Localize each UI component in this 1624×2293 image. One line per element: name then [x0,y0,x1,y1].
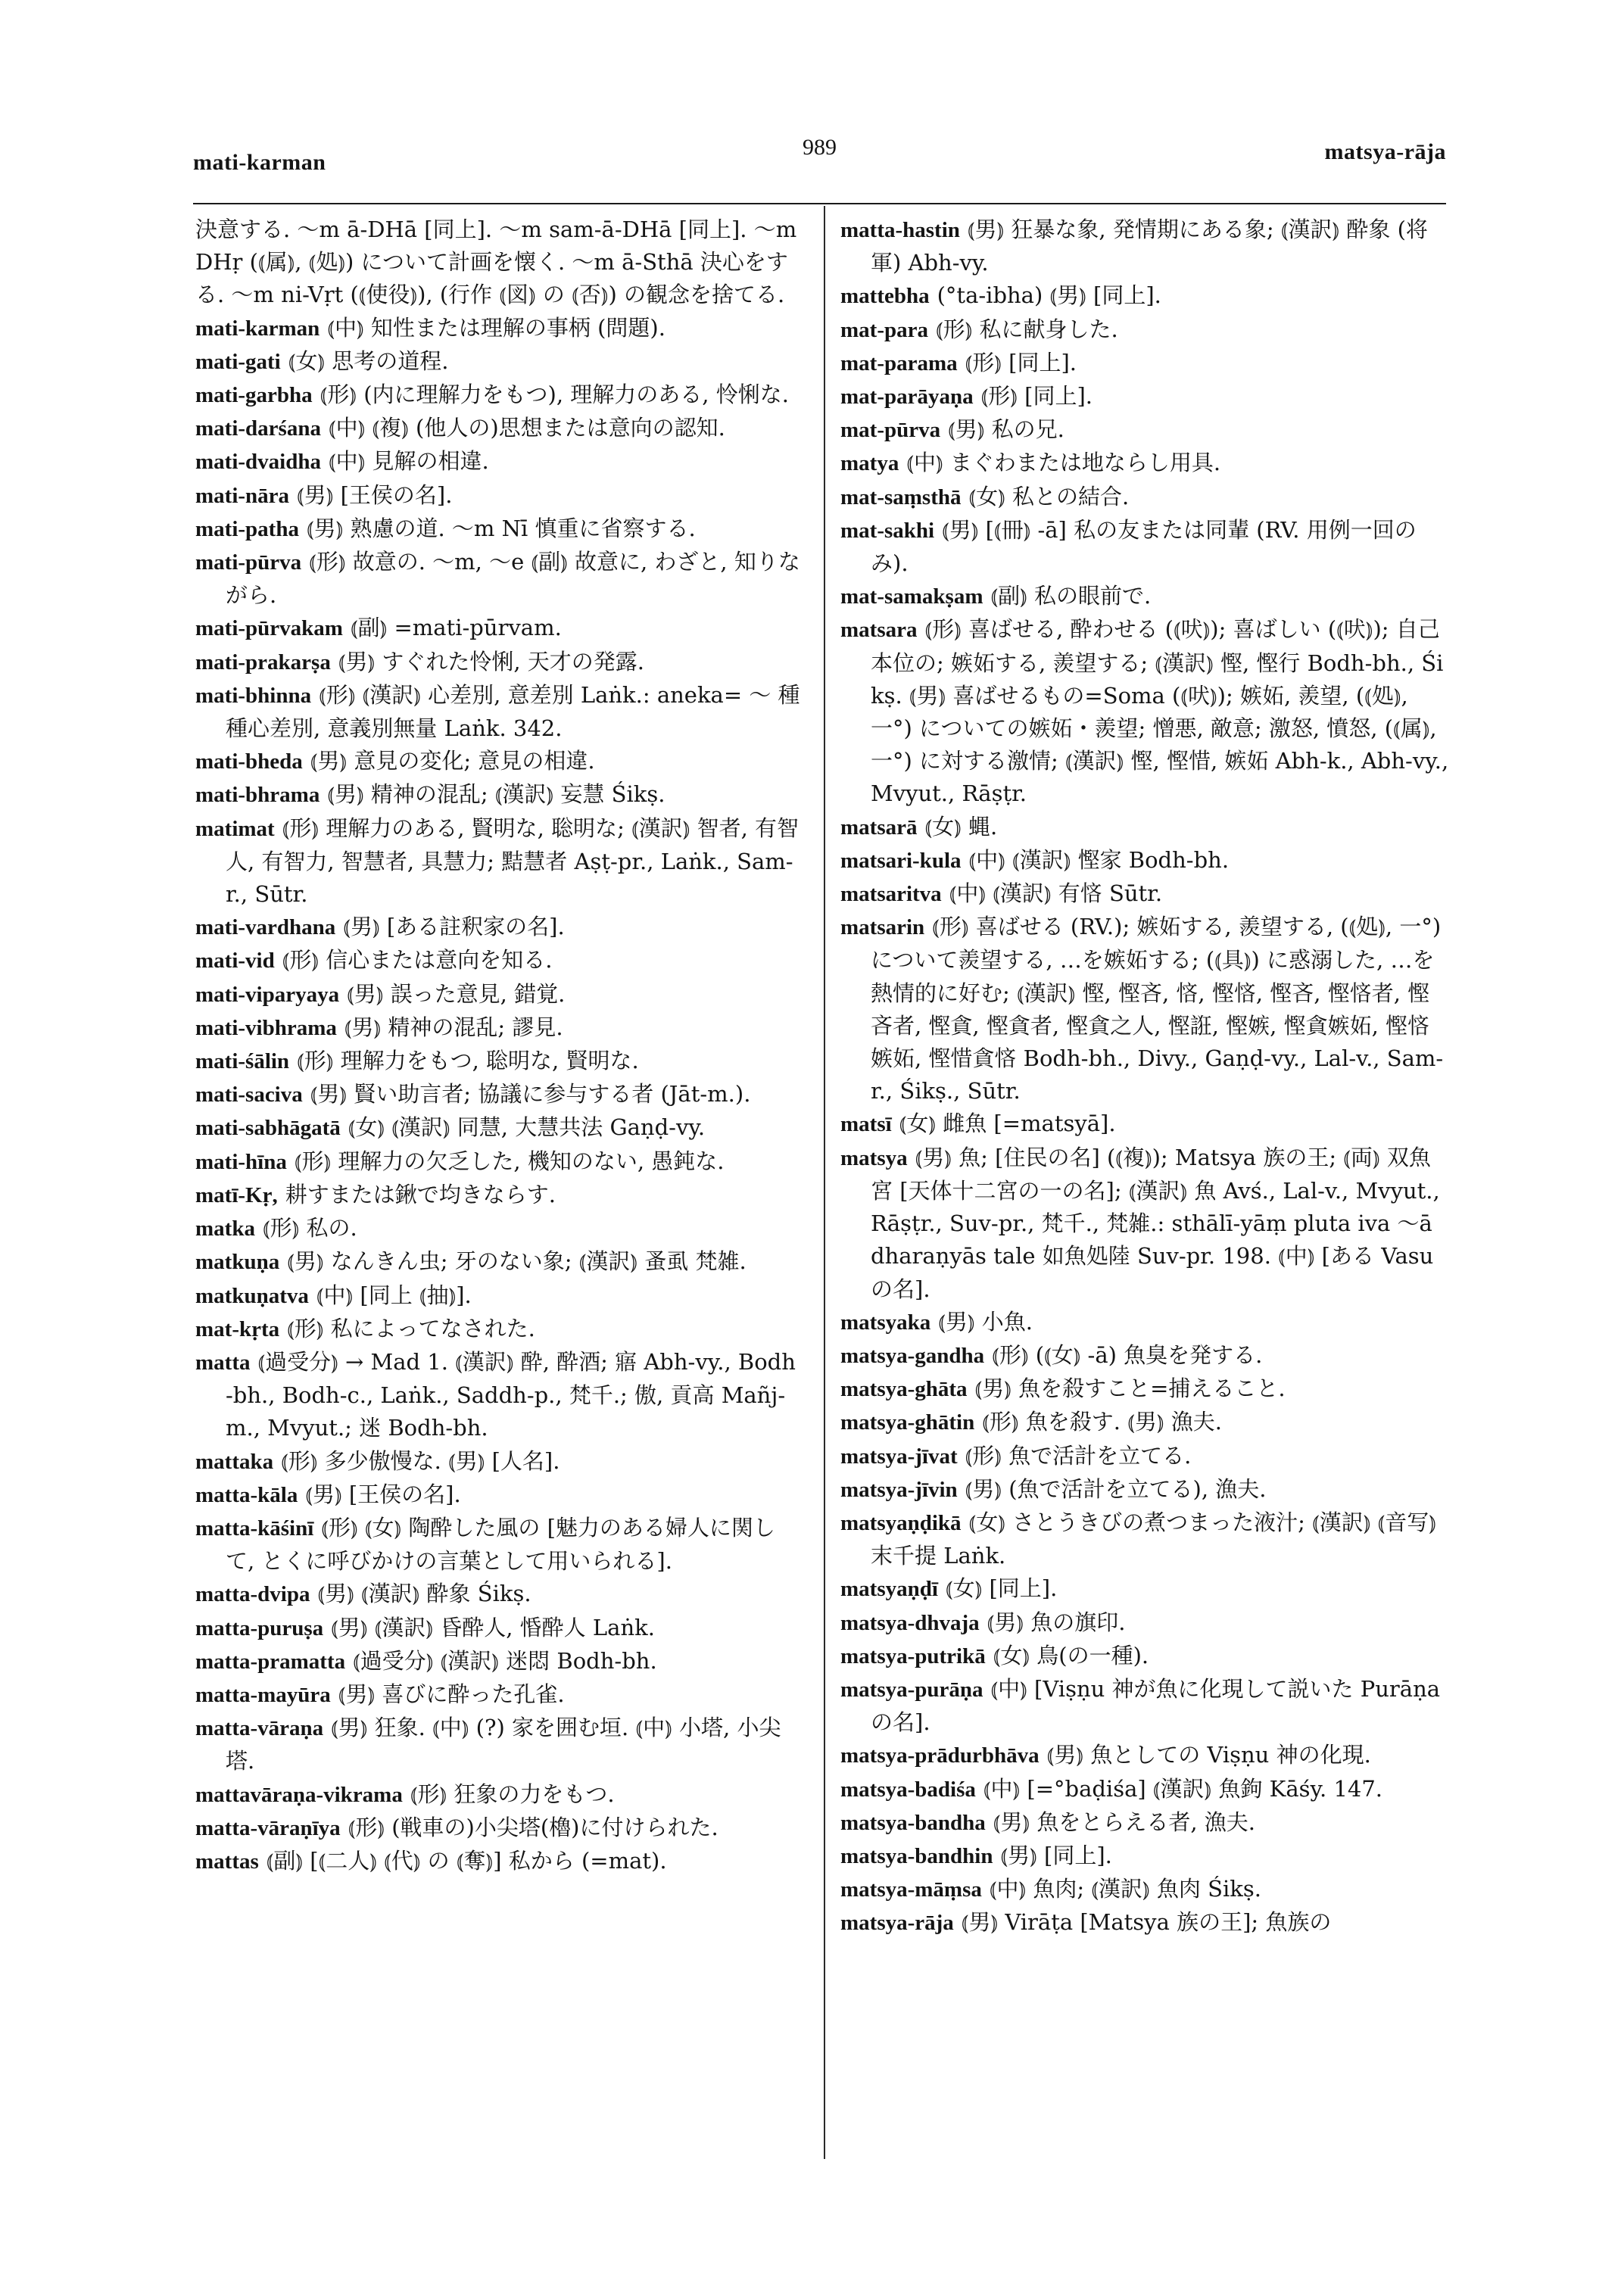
entry-definition: ⦅形⦆ 私に献身した. [935,316,1118,342]
entry-headword: matsyaṇḍikā [840,1510,962,1535]
entry-headword: matta-mayūra [195,1682,331,1707]
dictionary-entry [195,1645,801,1678]
dictionary-entry [840,447,1450,480]
entry-headword: matsya-ghātin [840,1410,975,1435]
entry-definition: ⦅女⦆ さとうきびの煮つまった液汁; ⦅漢訳⦆ ⦅音写⦆ 末千提 Laṅk. [871,1509,1436,1569]
entry-definition: ⦅男⦆ [同上]. [1000,1842,1112,1868]
entry-definition: ⦅男⦆ ⦅漢訳⦆ 昏酔人, 惛酔人 Laṅk. [331,1614,655,1640]
entry-headword: matsī [840,1112,892,1137]
entry-definition: ⦅中⦆ [=°baḍiśa] ⦅漢訳⦆ 魚鉤 Kāśy. 147. [983,1775,1383,1802]
dictionary-entry [195,1279,801,1313]
dictionary-entry [195,1313,801,1346]
entry-headword: mat-para [840,317,928,342]
dictionary-entry [195,379,801,412]
entry-definition: ⦅形⦆ (戦車の)小尖塔(櫓)に付けられた. [348,1814,718,1840]
dictionary-entry [195,1111,801,1145]
entry-definition: ⦅男⦆ 魚; [住民の名] (⦅複⦆); Matsya 族の王; ⦅両⦆ 双魚宮 [天体十二宮の一の名]; ⦅漢訳⦆ 魚 Avś., Lal-v., Mvyut., Rāṣṭr., Suv-pr., 梵千., 梵雑.: sthālī-yāṃ pluta iva ～ā dharaṇyās tale 如魚処陸 Suv-pr. 198. ⦅中⦆ [ある Vasu の名]. [871,1144,1440,1302]
entry-definition: ⦅中⦆ [同上 ⦅抽⦆]. [316,1282,472,1308]
entry-headword: matimat [195,816,275,841]
entry-headword: matsarā [840,815,918,840]
dictionary-entry [195,1011,801,1045]
entry-definition: ⦅形⦆ (⦅女⦆ -ā) 魚臭を発する. [992,1341,1263,1368]
entry-headword: mati-vid [195,949,275,974]
entry-headword: matta-dvipa [195,1582,310,1607]
dictionary-entry [195,778,801,812]
entry-definition: ⦅男⦆ すぐれた怜悧, 天才の発露. [338,648,645,675]
dictionary-entry [195,679,801,745]
dictionary-entry [840,481,1450,514]
entry-headword: matsya-gandha [840,1343,985,1368]
entry-headword: matsyaṇḍī [840,1577,938,1602]
dictionary-entry [195,1845,801,1878]
entry-definition: ⦅男⦆ [王侯の名]. [305,1481,461,1507]
entry-definition: ⦅女⦆ 思考の道程. [288,347,449,374]
dictionary-entry [195,1578,801,1611]
entry-headword: matsya-bandhin [840,1843,993,1868]
dictionary-entry [195,1346,801,1445]
dictionary-entry [840,1840,1450,1873]
entry-headword: matsya-prādurbhāva [840,1743,1040,1768]
entry-headword: matsya-jīvin [840,1477,958,1502]
entry-headword: matī-Kṛ, [195,1182,278,1207]
entry-headword: matsya-māṃsa [840,1877,982,1902]
entry-definition: ⦅男⦆ [⦅冊⦆ -ā] 私の友または同輩 (RV. 用例一回のみ). [871,516,1417,577]
dictionary-entry [840,811,1450,844]
entry-definition: ⦅形⦆ 多少傲慢な. ⦅男⦆ [人名]. [281,1447,560,1474]
entry-headword: matta [195,1350,251,1375]
entry-definition: ⦅形⦆ [同上]. [965,349,1077,375]
entry-headword: matya [840,451,899,476]
dictionary-entry [840,1473,1450,1506]
entry-definition: ⦅中⦆ 知性または理解の事柄 (問題). [327,314,665,341]
dictionary-entry [195,1145,801,1179]
dictionary-entry [195,911,801,944]
dictionary-entry [840,313,1450,347]
entry-definition: ⦅中⦆ 見解の相違. [328,448,489,475]
dictionary-entry [195,1612,801,1645]
entry-definition: ⦅男⦆ (魚で活計を立てる), 漁夫. [965,1475,1267,1502]
entry-headword: mati-vardhana [195,915,336,940]
entry-definition: ⦅副⦆ [⦅二人⦆ ⦅代⦆ の ⦅奪⦆] 私から (=mat). [266,1847,667,1874]
entry-definition: ⦅男⦆ なんきん虫; 牙のない象; ⦅漢訳⦆ 蚤虱 梵雑. [287,1248,747,1275]
entry-definition: ⦅形⦆ 魚を殺す. ⦅男⦆ 漁夫. [982,1409,1222,1435]
entry-definition: (°ta-ibha) ⦅男⦆ [同上]. [937,282,1161,309]
entry-headword: mati-pūrvakam [195,616,343,641]
entry-definition: ⦅副⦆ =mati-pūrvam. [350,615,562,641]
entry-definition: ⦅形⦆ 喜ばせる, 酔わせる (⦅吠⦆); 喜ばしい (⦅吠⦆); 自己本位の; 嫉妬する, 羨望する; ⦅漢訳⦆ 慳, 慳行 Bodh-bh., Śikṣ. ⦅男⦆ 喜ばせるもの=Soma (⦅吠⦆); 嫉妬, 羨望, (⦅処⦆, 一°) についての嫉妬・羨望; 憎悪, 敵意; 激怒, 憤怒, (⦅属⦆, 一°) に対する激情; ⦅漢訳⦆ 慳, 慳惜, 嫉妬 Abh-k., Abh-vy., Mvyut., Rāṣṭr. [871,616,1449,807]
dictionary-entry [840,1572,1450,1606]
dictionary-entry [195,1712,801,1777]
dictionary-entry [840,380,1450,413]
dictionary-entry [195,312,801,345]
entry-headword: mati-darśana [195,416,321,441]
dictionary-entry [840,1440,1450,1473]
entry-headword: mati-śālin [195,1049,290,1074]
entry-headword: mattaka [195,1449,274,1474]
entry-headword: mat-sakhi [840,518,935,543]
entry-definition: ⦅男⦆ Virāṭa [Matsya 族の王]; 魚族の [961,1909,1332,1936]
dictionary-entry [840,1339,1450,1372]
dictionary-entry [840,413,1450,447]
dictionary-entry [195,1512,801,1578]
entry-definition: ⦅男⦆ 熟慮の道. ～m Nī 慎重に省察する. [306,515,696,541]
entry-definition: ⦅女⦆ 私との結合. [968,483,1130,509]
entry-headword: matsya-dhvaja [840,1610,980,1635]
entry-definition: ⦅男⦆ 魚を殺すこと=捕えること. [974,1375,1286,1402]
dictionary-entry [840,613,1450,810]
entry-headword: matsya-putrikā [840,1643,986,1668]
entry-definition: ⦅男⦆ 狂暴な象, 発情期にある象; ⦅漢訳⦆ 酔象 (将軍) Abh-vy. [871,217,1428,276]
entry-headword: matsya-rāja [840,1911,954,1936]
entry-definition: ⦅副⦆ 私の眼前で. [990,583,1152,609]
dictionary-entry [840,514,1450,580]
entry-headword: matsya-badiśa [840,1777,976,1802]
entry-definition: ⦅男⦆ 狂象. ⦅中⦆ (?) 家を囲む垣. ⦅中⦆ 小塔, 小尖塔. [226,1715,781,1774]
entry-definition: ⦅形⦆ (内に理解力をもつ), 理解力のある, 怜悧な. [320,382,789,408]
entry-headword: matta-pramatta [195,1649,346,1674]
dictionary-entry [840,1406,1450,1439]
dictionary-entry [195,445,801,478]
entry-definition: ⦅男⦆ 私の兄. [948,416,1064,443]
dictionary-entry [195,1245,801,1279]
dictionary-entry [840,1306,1450,1339]
entry-headword: mattas [195,1849,259,1874]
entry-definition: ⦅女⦆ ⦅漢訳⦆ 同慧, 大慧共法 Gaṇḍ-vy. [348,1114,706,1141]
dictionary-entry [840,1673,1450,1739]
entry-definition: ⦅男⦆ 小魚. [938,1308,1033,1335]
entry-definition: ⦅中⦆ [Viṣṇu 神が魚に化現して説いた Purāṇa の名]. [871,1675,1441,1736]
entry-definition: ⦅男⦆ 賢い助言者; 協議に参与する者 (Jāt-m.). [310,1081,751,1108]
dictionary-entry [195,1179,801,1212]
entry-definition: ⦅過受分⦆ ⦅漢訳⦆ 迷悶 Bodh-bh. [353,1647,657,1674]
entry-headword: matkuṇatva [195,1283,309,1308]
entry-headword: mati-karman [195,316,320,341]
entry-definition: ⦅形⦆ 狂象の力をもつ. [410,1781,615,1807]
entry-headword: matta-vāraṇīya [195,1815,341,1840]
entry-definition: ⦅男⦆ 喜びに酔った孔雀. [338,1681,565,1707]
entry-headword: mati-garbha [195,383,313,408]
entry-definition: ⦅男⦆ 誤った意見, 錯覚. [347,980,566,1007]
entry-definition: ⦅形⦆ 故意の. ～m, ～e ⦅副⦆ 故意に, わざと, 知りながら. [226,549,800,609]
entry-definition: ⦅形⦆ 私によってなされた. [287,1315,535,1341]
entry-headword: matsara [840,618,918,643]
entry-definition: 決意する. ～m ā-DHā [同上]. ～m sam-ā-DHā [同上]. ～m DHṛ (⦅属⦆, ⦅処⦆) について計画を懐く. ～m ā-Sthā 決心をする. ～m ni-Vṛt (⦅使役⦆), (行作 ⦅図⦆ の ⦅否⦆) の観念を捨てる. [195,217,797,308]
entry-headword: mat-pūrva [840,418,941,443]
dictionary-entry [195,412,801,445]
entry-headword: mat-samakṣam [840,584,983,609]
entry-headword: mati-hīna [195,1149,287,1174]
dictionary-entry [840,347,1450,380]
entry-definition: ⦅男⦆ 精神の混乱; ⦅漢訳⦆ 妄慧 Śikṣ. [327,781,665,808]
entry-definition: ⦅形⦆ ⦅漢訳⦆ 心差別, 意差別 Laṅk.: aneka= ～ 種種心差別, 意義別無量 Laṅk. 342. [226,681,800,742]
entry-headword: matsya-jīvat [840,1444,958,1469]
entry-definition: ⦅中⦆ まぐわまたは地ならし用具. [906,450,1221,476]
entry-definition: ⦅中⦆ ⦅漢訳⦆ 慳家 Bodh-bh. [968,846,1230,873]
entry-definition: ⦅過受分⦆ → Mad 1. ⦅漢訳⦆ 酔, 酔酒; 寤 Abh-vy., Bodh-bh., Bodh-c., Laṅk., Saddh-p., 梵千.; 傲, 貢高 Mañj-m., Mvyut.; 迷 Bodh-bh. [226,1348,796,1441]
dictionary-entry [195,512,801,546]
entry-headword: matsya [840,1145,908,1170]
entry-definition: ⦅形⦆ 魚で活計を立てる. [965,1442,1192,1469]
dictionary-entry [195,546,801,612]
dictionary-entry [840,1906,1450,1939]
entry-definition: ⦅形⦆ 理解力のある, 賢明な, 聡明な; ⦅漢訳⦆ 智者, 有智人, 有智力, 智慧者, 具慧力; 黠慧者 Aṣṭ-pr., Laṅk., Sam-r., Sūtr. [226,815,800,908]
entry-headword: mat-kṛta [195,1316,280,1341]
right-column [840,213,1450,1940]
entry-definition: ⦅形⦆ 私の. [262,1215,357,1242]
entry-headword: mati-prakarṣa [195,650,331,675]
page-header [193,135,1446,180]
entry-headword: matsaritva [840,882,942,907]
entry-definition: ⦅男⦆ 魚をとらえる者, 漁夫. [993,1809,1255,1835]
entry-headword: matsya-bandha [840,1810,986,1835]
dictionary-entry [840,1739,1450,1772]
entry-headword: mati-patha [195,516,299,541]
entry-headword: mati-saciva [195,1083,303,1108]
entry-definition: ⦅男⦆ 魚の旗印. [987,1609,1126,1635]
dictionary-entry [195,944,801,977]
entry-headword: mati-bhrama [195,783,320,808]
entry-headword: mati-bhinna [195,683,312,708]
entry-definition: ⦅形⦆ 理解力の欠乏した, 機知のない, 愚鈍な. [294,1148,725,1174]
entry-headword: mati-pūrva [195,550,302,575]
entry-headword: mati-vibhrama [195,1015,337,1040]
entry-headword: mattavāraṇa-vikrama [195,1782,403,1807]
dictionary-entry [195,213,801,312]
dictionary-entry [840,279,1450,313]
entry-headword: matkuṇa [195,1250,280,1275]
entry-definition: ⦅形⦆ 喜ばせる (RV.); 嫉妬する, 羨望する, (⦅処⦆, 一°) について羨望する, …を嫉妬する; (⦅具⦆) に惑溺した, …を熱情的に好む; ⦅漢訳⦆ 慳, 慳吝, 悋, 慳悋, 慳吝, 慳悋者, 慳吝者, 慳貪, 慳貪者, 慳貪之人, 慳誑, 慳嫉, 慳貪嫉妬, 慳悋嫉妬, 慳惜貪悋 Bodh-bh., Divy., Gaṇḍ-vy., Lal-v., Sam-r., Śikṣ., Sūtr. [871,914,1444,1104]
entry-headword: mati-gati [195,349,281,374]
entry-definition: ⦅形⦆ [同上]. [980,383,1093,410]
entry-headword: mat-parāyaṇa [840,385,974,410]
dictionary-entry [195,1445,801,1478]
dictionary-entry [195,646,801,679]
dictionary-entry [195,812,801,911]
entry-definition: ⦅男⦆ 魚としての Viṣṇu 神の化現. [1046,1742,1371,1768]
entry-headword: matta-kāśinī [195,1516,314,1541]
dictionary-entry [840,911,1450,1108]
dictionary-entry [195,1045,801,1078]
entry-headword: matta-vāraṇa [195,1716,324,1741]
entry-definition: ⦅男⦆ ⦅漢訳⦆ 酔象 Śikṣ. [317,1581,531,1607]
dictionary-entry [195,978,801,1011]
dictionary-entry [195,1212,801,1245]
entry-headword: matta-kāla [195,1482,298,1507]
entry-headword: matsya-purāṇa [840,1677,983,1702]
page-number: 989 [803,135,837,160]
entry-headword: mat-saṃsthā [840,484,962,509]
dictionary-entry [195,1678,801,1712]
entry-definition: ⦅男⦆ 意見の変化; 意見の相違. [310,748,595,774]
entry-definition: ⦅女⦆ 蝿. [924,813,998,840]
dictionary-entry [195,1778,801,1812]
dictionary-entry [840,580,1450,613]
dictionary-entry [840,844,1450,877]
entry-headword: mati-bheda [195,749,303,774]
header-rule [193,203,1446,204]
entry-definition: ⦅男⦆ [ある註釈家の名]. [343,914,565,940]
dictionary-entry [195,1812,801,1845]
entry-definition: ⦅形⦆ ⦅女⦆ 陶酔した風の [魅力のある婦人に関して, とくに呼びかけの言葉として用いられる]. [226,1514,775,1575]
dictionary-entry [840,1640,1450,1673]
entry-headword: matsari-kula [840,848,962,873]
dictionary-entry [195,612,801,645]
entry-headword: matta-hastin [840,218,960,242]
dictionary-entry [195,1478,801,1512]
dictionary-entry [840,1108,1450,1141]
dictionary-entry [195,1078,801,1111]
column-divider [824,206,825,2159]
entry-headword: matka [195,1217,255,1242]
entry-headword: mattebha [840,284,930,309]
entry-headword: matsya-ghāta [840,1377,968,1402]
header-right-guideword: matsya-rāja [1324,139,1446,164]
entry-definition: ⦅形⦆ 理解力をもつ, 聡明な, 賢明な. [297,1048,639,1074]
entry-definition: 耕すまたは鍬で均きならす. [285,1181,556,1207]
entry-definition: ⦅女⦆ 鳥(の一種). [993,1642,1149,1668]
dictionary-entry [840,1606,1450,1640]
dictionary-entry [840,1372,1450,1406]
left-column [195,213,801,1878]
dictionary-entry [840,213,1450,279]
entry-definition: ⦅男⦆ 精神の混乱; 謬見. [344,1014,563,1040]
entry-definition: ⦅女⦆ [同上]. [945,1575,1058,1602]
entry-definition: ⦅女⦆ 雌魚 [=matsyā]. [899,1111,1116,1137]
entry-definition: ⦅形⦆ 信心または意向を知る. [282,947,553,974]
dictionary-entry [195,345,801,379]
entry-headword: mati-dvaidha [195,450,321,475]
entry-headword: mati-viparyaya [195,982,340,1007]
header-left-guideword: mati-karman [193,150,326,175]
entry-headword: mat-parama [840,350,958,375]
dictionary-entry [840,1773,1450,1806]
dictionary-entry [840,1506,1450,1572]
dictionary-entry [195,745,801,778]
entry-headword: matta-puruṣa [195,1615,324,1640]
entry-headword: mati-nāra [195,483,290,508]
entry-definition: ⦅男⦆ [王侯の名]. [297,481,453,508]
entry-definition: ⦅中⦆ 魚肉; ⦅漢訳⦆ 魚肉 Śikṣ. [989,1876,1261,1902]
dictionary-entry [840,877,1450,911]
dictionary-entry [840,1873,1450,1906]
entry-headword: matsyaka [840,1310,931,1335]
dictionary-entry [840,1142,1450,1306]
dictionary-entry [840,1806,1450,1840]
entry-headword: mati-sabhāgatā [195,1116,341,1141]
entry-definition: ⦅中⦆ ⦅複⦆ (他人の)思想または意向の認知. [328,415,725,441]
dictionary-entry [195,479,801,512]
entry-headword: matsarin [840,915,925,940]
entry-definition: ⦅中⦆ ⦅漢訳⦆ 有悋 Sūtr. [949,880,1163,907]
